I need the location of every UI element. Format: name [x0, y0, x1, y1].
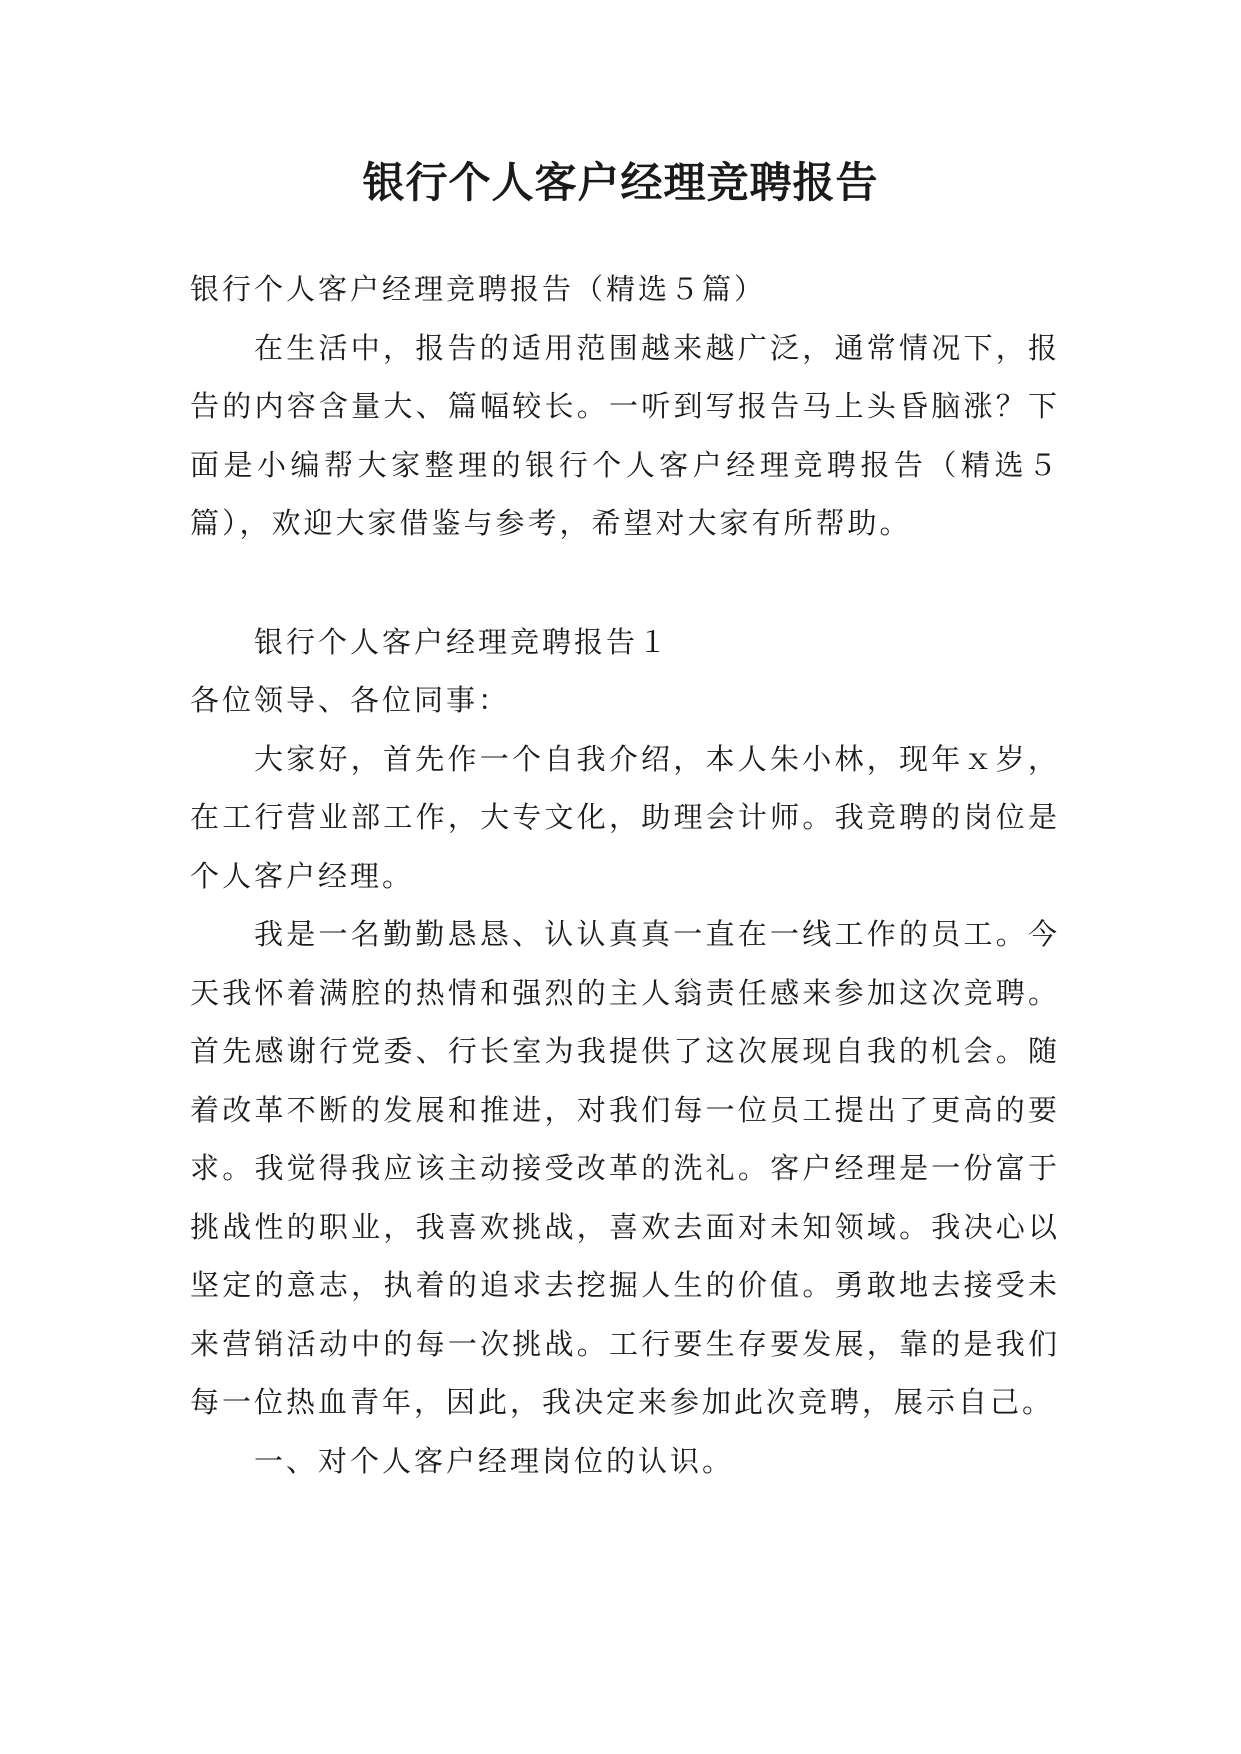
section-spacer	[190, 553, 1060, 613]
document-title: 银行个人客户经理竞聘报告	[362, 158, 879, 207]
intro-paragraph: 在生活中，报告的适用范围越来越广泛，通常情况下，报告的内容含量大、篇幅较长。一听到写报告马上头昏脑涨？下面是小编帮大家整理的银行个人客户经理竞聘报告（精选５篇），欢迎大家借鉴与参考，希望对大家有所帮助。	[190, 330, 1060, 540]
document-subtitle: 银行个人客户经理竞聘报告（精选５篇）	[190, 272, 767, 306]
body-paragraph: 一、对个人客户经理岗位的认识。	[254, 1443, 735, 1478]
greeting: 各位领导、各位同事：	[190, 683, 511, 717]
body-paragraph: 我是一名勤勤恳恳、认认真真一直在一线工作的员工。今天我怀着满腔的热情和强烈的主人翁责任感来参加这次竞聘。首先感谢行党委、行长室为我提供了这次展现自我的机会。随着改革不断的发展和推进，对我们每一位员工提出了更高的要求。我觉得我应该主动接受改革的洗礼。客户经理是一份富于挑战性的职业，我喜欢挑战，喜欢去面对未知领域。我决心以坚定的意志，执着的追求去挖掘人生的价值。勇敢地去接受未来营销活动中的每一次挑战。工行要生存要发展，靠的是我们每一位热血青年，因此，我决定来参加此次竞聘，展示自己。	[190, 917, 1060, 1419]
document-body	[190, 260, 1060, 1490]
section-heading: 银行个人客户经理竞聘报告１	[254, 624, 671, 659]
body-paragraph: 大家好，首先作一个自我介绍，本人朱小林，现年ｘ岁，在工行营业部工作，大专文化，助理会计师。我竞聘的岗位是个人客户经理。	[190, 741, 1060, 893]
